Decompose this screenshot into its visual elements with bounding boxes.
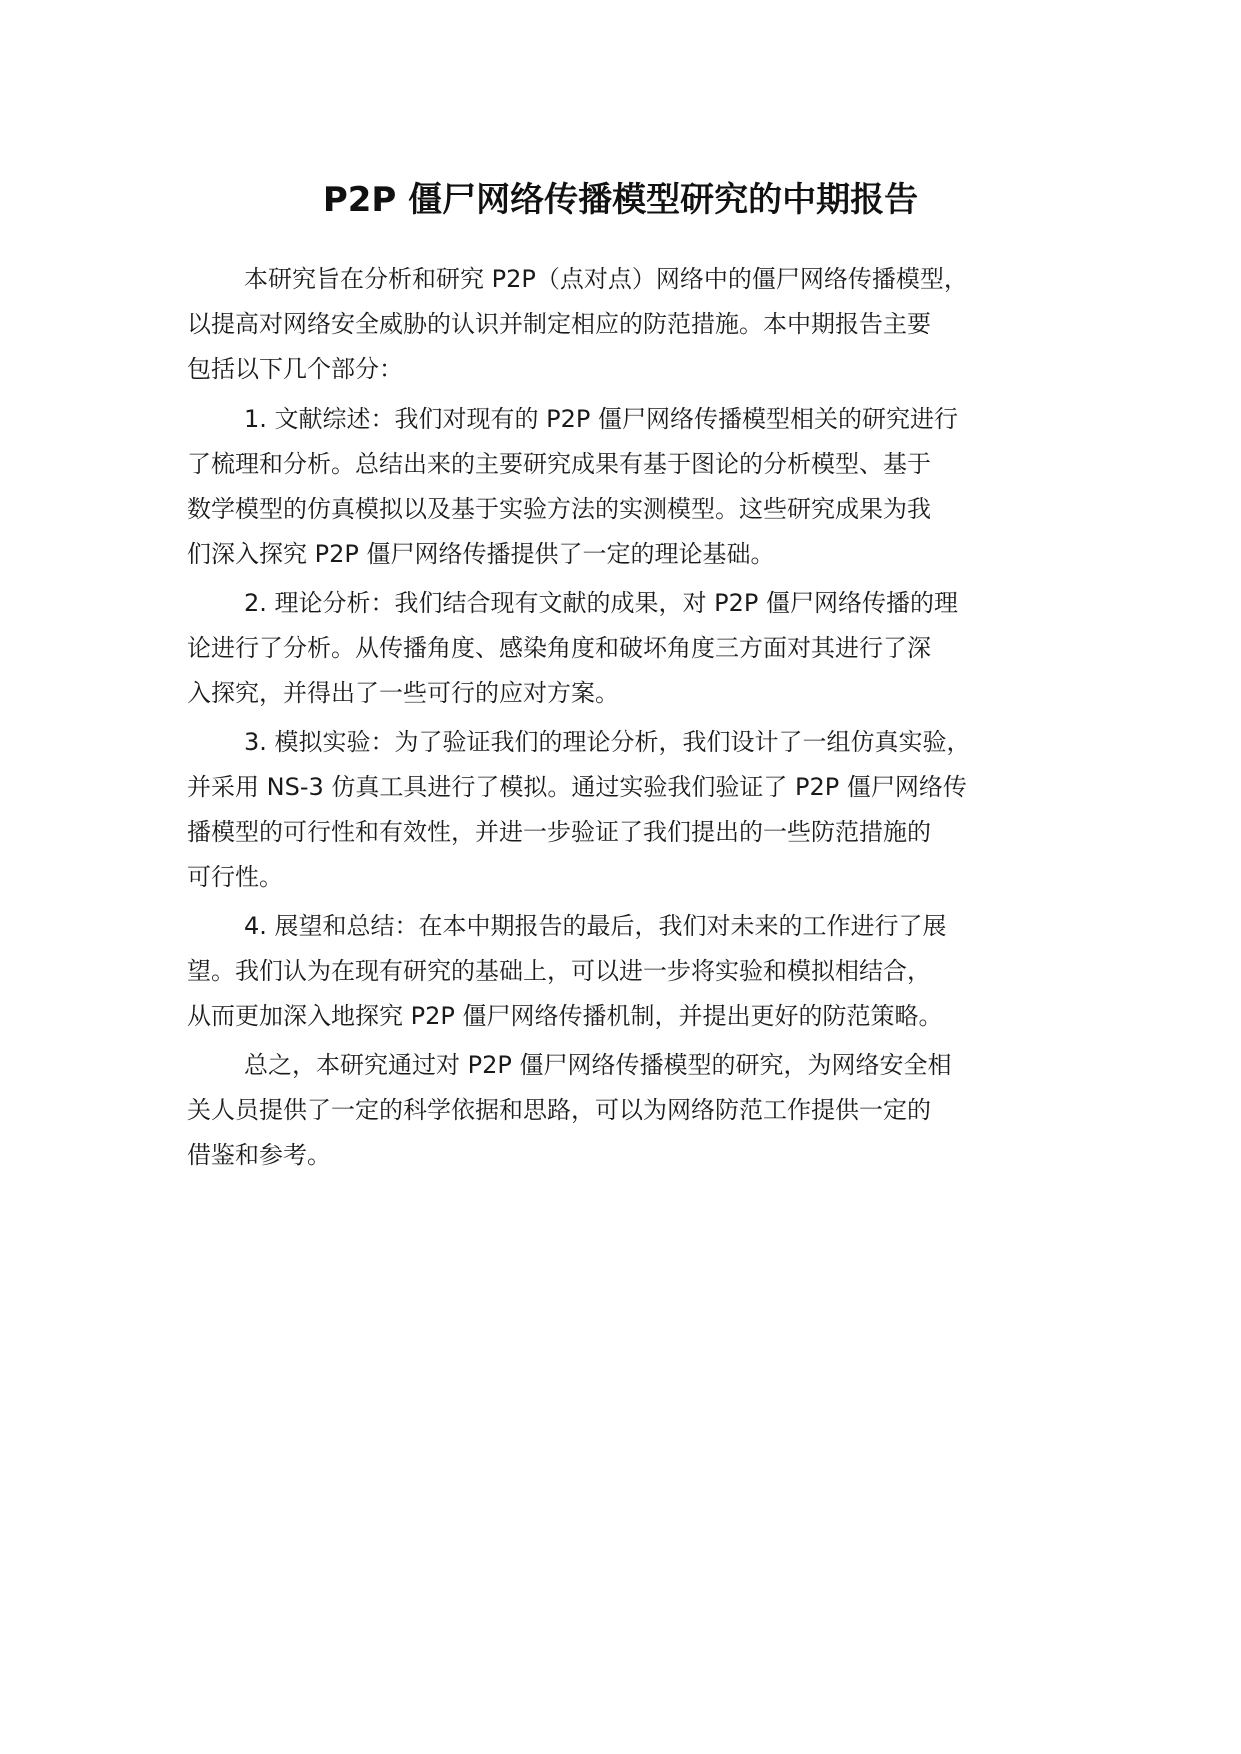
paragraph-line: 2. 理论分析：我们结合现有文献的成果，对 P2P 僵尸网络传播的理 — [244, 589, 958, 617]
paragraph-line: 播模型的可行性和有效性，并进一步验证了我们提出的一些防范措施的 — [187, 818, 931, 846]
paragraph-line: 本研究旨在分析和研究 P2P（点对点）网络中的僵尸网络传播模型， — [244, 265, 968, 293]
paragraph-conclusion — [187, 1043, 951, 1178]
paragraph-line: 4. 展望和总结：在本中期报告的最后，我们对未来的工作进行了展 — [244, 912, 947, 940]
document-title: P2P 僵尸网络传播模型研究的中期报告 — [322, 180, 919, 220]
paragraph-line: 并采用 NS-3 仿真工具进行了模拟。通过实验我们验证了 P2P 僵尸网络传 — [187, 773, 967, 801]
paragraph-line: 从而更加深入地探究 P2P 僵尸网络传播机制，并提出更好的防范策略。 — [187, 1002, 943, 1030]
paragraph-line: 借鉴和参考。 — [187, 1141, 331, 1169]
paragraph-line: 数学模型的仿真模拟以及基于实验方法的实测模型。这些研究成果为我 — [187, 495, 931, 523]
paragraph-literature-review — [187, 397, 958, 577]
paragraph-intro — [187, 257, 968, 392]
paragraph-line: 可行性。 — [187, 863, 283, 891]
paragraph-line: 3. 模拟实验：为了验证我们的理论分析，我们设计了一组仿真实验， — [244, 728, 971, 756]
paragraph-outlook-summary — [187, 904, 947, 1039]
paragraph-line: 包括以下几个部分： — [187, 355, 403, 383]
paragraph-line: 望。我们认为在现有研究的基础上，可以进一步将实验和模拟相结合， — [187, 957, 931, 985]
paragraph-line: 1. 文献综述：我们对现有的 P2P 僵尸网络传播模型相关的研究进行 — [244, 405, 958, 433]
paragraph-line: 了梳理和分析。总结出来的主要研究成果有基于图论的分析模型、基于 — [187, 450, 931, 478]
paragraph-line: 论进行了分析。从传播角度、感染角度和破坏角度三方面对其进行了深 — [187, 634, 931, 662]
paragraph-line: 关人员提供了一定的科学依据和思路，可以为网络防范工作提供一定的 — [187, 1096, 931, 1124]
paragraph-simulation-experiment — [187, 720, 971, 900]
paragraph-line: 入探究，并得出了一些可行的应对方案。 — [187, 679, 619, 707]
paragraph-theoretical-analysis — [187, 581, 958, 716]
paragraph-line: 以提高对网络安全威胁的认识并制定相应的防范措施。本中期报告主要 — [187, 310, 931, 338]
paragraph-line: 们深入探究 P2P 僵尸网络传播提供了一定的理论基础。 — [187, 540, 775, 568]
paragraph-line: 总之，本研究通过对 P2P 僵尸网络传播模型的研究，为网络安全相 — [244, 1051, 952, 1079]
